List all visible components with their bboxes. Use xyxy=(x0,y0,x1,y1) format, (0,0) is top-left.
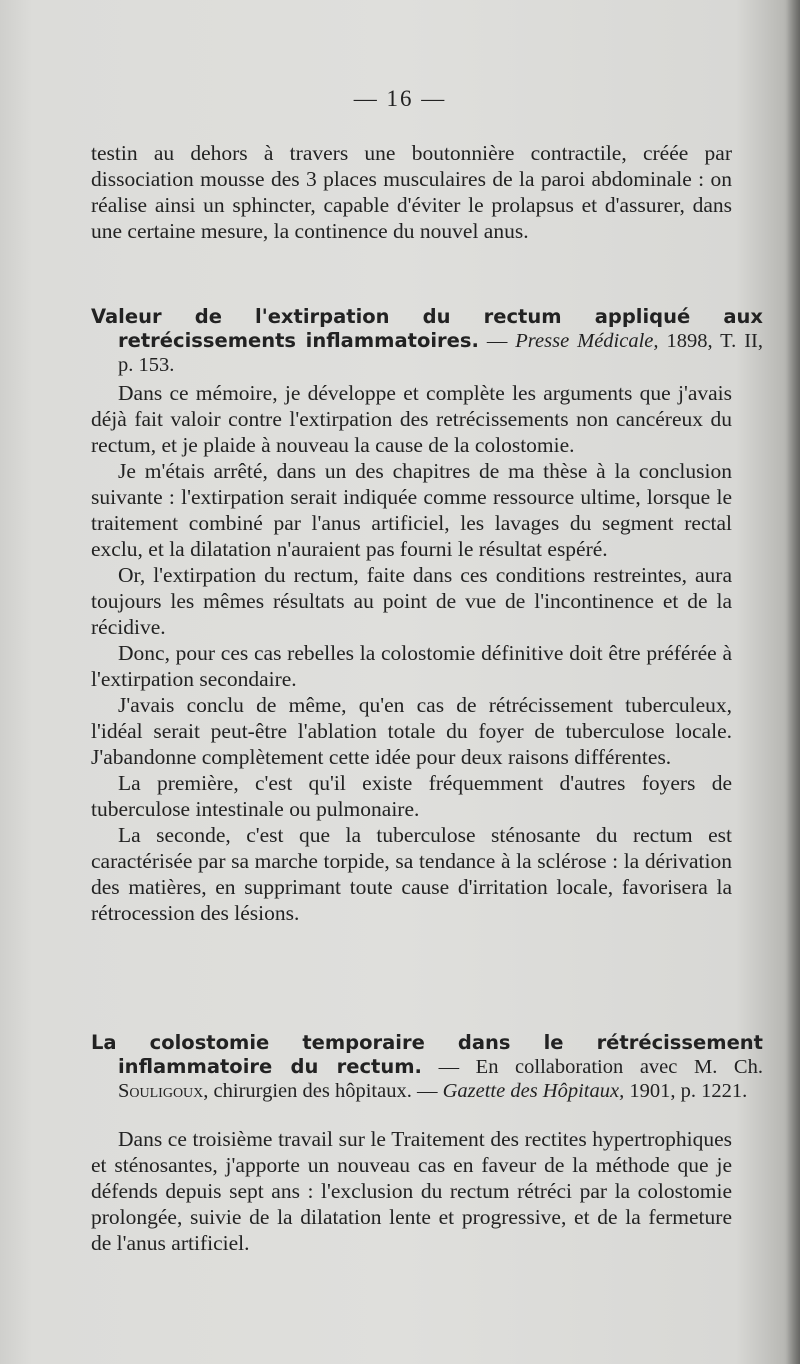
section2-title: La colostomie temporaire dans le rétrécissement inflammatoire du rectum. xyxy=(91,1031,763,1078)
section2-journal: Gazette des Hôpitaux, xyxy=(442,1080,625,1102)
section1-reference: 1898, T. II, p. 153. xyxy=(118,330,763,376)
section1-paragraph-2: Je m'étais arrêté, dans un des chapitres de ma thèse à la conclusion suivante : l'extirpation serait indiquée comme ressource ultime, lorsque le traitement combiné par l'anus artificiel, les lavages du segment rectal exclu, et la dilatation n'auraient pas fourni le résultat espéré. xyxy=(91,459,732,561)
section2-role: chirurgien des hôpitaux. — xyxy=(208,1080,443,1102)
section1-paragraph-6: La première, c'est qu'il existe fréquemment d'autres foyers de tuberculose intestinale ou pulmonaire. xyxy=(91,771,732,821)
section2-paragraph-1: Dans ce troisième travail sur le Traitement des rectites hypertrophiques et sténosantes, j'apporte un nouveau cas en faveur de la méthode que je défends depuis sept ans : l'exclusion du rectum rétréci par la colostomie prolongée, suivie de la dilatation lente et progressive, et de la fermeture de l'anus artificiel. xyxy=(91,1127,732,1255)
section2-collaboration: — En collaboration avec M. Ch. xyxy=(421,1056,763,1078)
intro-paragraph-block xyxy=(91,140,732,244)
section1-paragraph-4: Donc, pour ces cas rebelles la colostomie définitive doit être préférée à l'extirpation secondaire. xyxy=(91,641,732,691)
section1-paragraph-3: Or, l'extirpation du rectum, faite dans ces conditions restreintes, aura toujours les mêmes résultats au point de vue de l'incontinence et de la récidive. xyxy=(91,563,732,639)
section1-separator: — xyxy=(478,330,516,352)
section1-journal: Presse Médicale, xyxy=(515,330,659,352)
section2-reference: 1901, p. 1221. xyxy=(624,1080,748,1102)
section1-paragraph-7: La seconde, c'est que la tuberculose sténosante du rectum est caractérisée par sa marche torpide, sa tendance à la sclérose : la dérivation des matières, en supprimant toute cause d'irritation locale, favorisera la rétrocession des lésions. xyxy=(91,823,732,925)
section2-author: Souligoux, xyxy=(118,1080,209,1102)
section2-body xyxy=(91,1126,732,1256)
section2-heading xyxy=(91,1031,763,1103)
page-edge-shadow xyxy=(786,0,800,1364)
intro-paragraph: testin au dehors à travers une boutonnière contractile, créée par dissociation mousse des 3 places musculaires de la paroi abdominale : on réalise ainsi un sphincter, capable d'éviter le prolapsus et d'assurer, dans une certaine mesure, la continence du nouvel anus. xyxy=(91,141,732,243)
section1-paragraph-1: Dans ce mémoire, je développe et complète les arguments que j'avais déjà fait valoir contre l'extirpation des retrécissements non cancéreux du rectum, et je plaide à nouveau la cause de la colostomie. xyxy=(91,381,732,457)
section1-body xyxy=(91,380,732,926)
section1-paragraph-5: J'avais conclu de même, qu'en cas de rétrécissement tuberculeux, l'idéal serait peut-être l'ablation totale du foyer de tuberculose locale. J'abandonne complètement cette idée pour deux raisons différentes. xyxy=(91,693,732,769)
section1-title: Valeur de l'extirpation du rectum appliqué aux retrécissements inflammatoires. xyxy=(91,305,763,352)
page-number: — 16 — xyxy=(353,86,447,111)
section1-heading xyxy=(91,305,763,377)
